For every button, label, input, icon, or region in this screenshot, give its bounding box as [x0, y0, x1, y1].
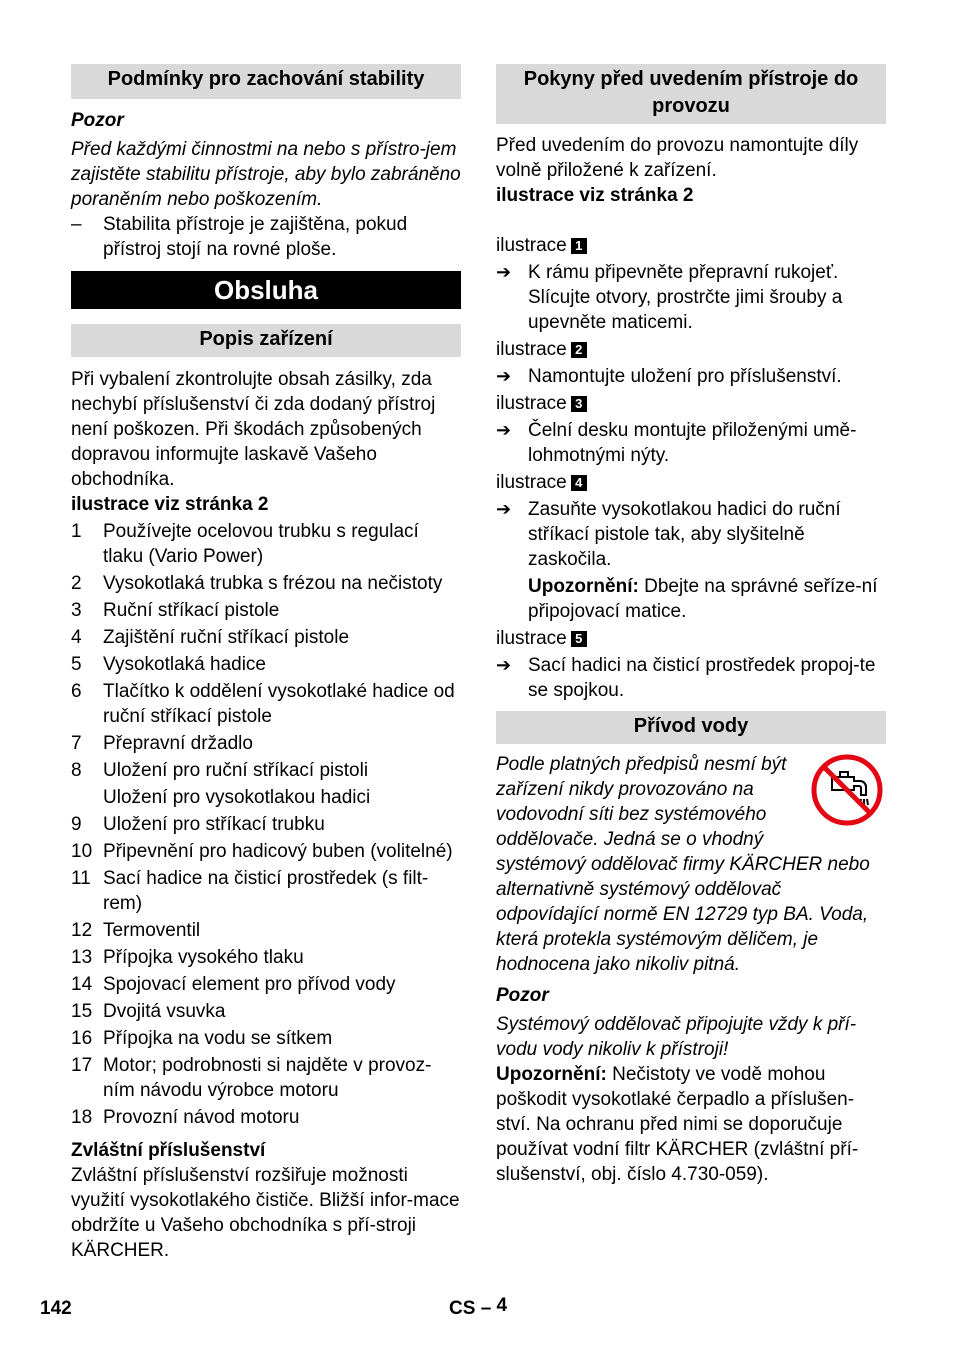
list-item-number: 16	[71, 1028, 93, 1049]
list-item	[71, 1026, 461, 1051]
list-item-number: 13	[71, 947, 93, 968]
list-item-number: 7	[71, 733, 82, 754]
arrow-icon: ➔	[496, 420, 512, 440]
popis-text: Při vybalení zkontrolujte obsah zásilky, zda nechybí příslušenství či zda dodaný přístroj není poškozen. Při škodách způsobených dopravou informujte laskavě Vašeho obchodníka.	[71, 369, 436, 490]
stability-item	[71, 212, 461, 262]
list-item	[71, 1105, 461, 1130]
figure-number-box: 1	[571, 238, 587, 254]
list-item-text: Tlačítko k oddělení vysokotlaké hadice od ruční stříkací pistole	[103, 681, 455, 727]
list-item-number: 10	[71, 841, 93, 862]
list-item	[71, 652, 461, 677]
ilustrace-label: ilustrace 2	[496, 337, 886, 362]
list-item-text: Uložení pro vysokotlakou hadici	[103, 787, 371, 808]
instruction-text: Zasuňte vysokotlakou hadici do ruční stříkací pistole tak, aby slyšitelně zaskočila.	[528, 499, 841, 570]
list-item-text: Provozní návod motoru	[103, 1107, 300, 1128]
list-item	[71, 625, 461, 650]
instruction-step	[496, 364, 886, 389]
list-item	[71, 598, 461, 623]
arrow-icon: ➔	[496, 655, 512, 675]
list-item	[71, 839, 461, 864]
left-column	[71, 64, 461, 1263]
list-item-number: 8	[71, 760, 82, 781]
note-text: Upozornění: Nečistoty ve vodě mohou poškodit vysokotlaké čerpadlo a příslušen-ství. Na ochranu před nimi se doporučuje používat vodní filtr KÄRCHER (zvláštní pří-slušenství, obj. číslo 4.730-059).	[496, 1064, 859, 1185]
right-column	[496, 64, 886, 1187]
list-item-number: 3	[71, 600, 82, 621]
list-item	[71, 812, 461, 837]
ilustrace-ref: ilustrace viz stránka 2	[71, 494, 269, 515]
list-item	[71, 679, 461, 729]
language-page: CS – 4	[449, 1295, 508, 1319]
list-item	[71, 731, 461, 756]
list-item	[71, 785, 461, 810]
list-item	[71, 1053, 461, 1103]
pozor-label: Pozor	[71, 110, 124, 131]
pozor2-label: Pozor	[496, 985, 549, 1006]
instruction-text: Sací hadici na čisticí prostředek propoj-te se spojkou.	[528, 655, 876, 701]
arrow-icon: ➔	[496, 499, 512, 519]
list-item-text: Vysokotlaká trubka s frézou na nečistoty	[103, 573, 443, 594]
list-item-text: Dvojitá vsuvka	[103, 1001, 226, 1022]
list-item-number	[71, 785, 103, 810]
list-item-number: 11	[71, 868, 91, 889]
ilustrace-label: ilustrace 1	[496, 233, 886, 258]
popis-heading: Popis zařízení	[71, 324, 461, 357]
ilustrace-label: ilustrace 3	[496, 391, 886, 416]
instruction-step	[496, 260, 886, 335]
privod-heading: Přívod vody	[496, 711, 886, 744]
ilustrace-ref-right: ilustrace viz stránka 2	[496, 185, 694, 206]
zvlastni-heading: Zvláštní příslušenství	[71, 1140, 266, 1161]
list-item-text: Zajištění ruční stříkací pistole	[103, 627, 350, 648]
list-item-text: Přípojka vysokého tlaku	[103, 947, 304, 968]
parts-list	[71, 519, 461, 1130]
list-item-text: Motor; podrobnosti si najděte v provoz-ním návodu výrobce motoru	[103, 1055, 432, 1101]
list-item-text: Sací hadice na čisticí prostředek (s filt-rem)	[103, 868, 429, 914]
list-item	[71, 519, 461, 569]
list-item-text: Přepravní držadlo	[103, 733, 253, 754]
pokyny-text: Před uvedením do provozu namontujte díly volně přiložené k zařízení.	[496, 135, 859, 181]
instruction-step	[496, 653, 886, 703]
step-note: Upozornění: Dbejte na správné seřízе-ní připojovací matice.	[528, 576, 878, 622]
list-item-text: Spojovací element pro přívod vody	[103, 974, 396, 995]
section-title-obsluha: Obsluha	[71, 271, 461, 309]
list-item	[71, 999, 461, 1024]
stability-heading: Podmínky pro zachování stability	[71, 64, 461, 99]
ilustrace-label: ilustrace 5	[496, 626, 886, 651]
no-drinking-water-icon	[810, 753, 884, 827]
figure-number-box: 3	[571, 396, 587, 412]
list-item-text: Přípojka na vodu se sítkem	[103, 1028, 333, 1049]
list-item-text: Používejte ocelovou trubku s regulací tlaku (Vario Power)	[103, 521, 419, 567]
list-item-text: Vysokotlaká hadice	[103, 654, 267, 675]
privod-text: Podle platných předpisů nesmí být zařízení nikdy provozováno na vodovodní síti bez systémového oddělovače. Jedná se o vhodný systémový oddělovač firmy KÄRCHER nebo alternativně systémový oddělovač odpovídající normě EN 12729 typ BA. Voda, která protekla systémovým děličem, je hodnocena jako nikoliv pitná.	[496, 754, 870, 975]
pokyny-heading: Pokyny před uvedením přístroje do provozu	[496, 64, 886, 124]
pozor2-text: Systémový oddělovač připojujte vždy k pří-vodu vody nikoliv k přístroji!	[496, 1014, 857, 1060]
pozor-text: Před každými činnostmi na nebo s přístro-jem zajistěte stabilitu přístroje, aby bylo zabráněno poraněním nebo poškozením.	[71, 139, 461, 210]
list-item-number: 4	[71, 627, 82, 648]
arrow-icon: ➔	[496, 262, 512, 282]
list-item-number: 17	[71, 1055, 93, 1076]
figure-number-box: 5	[571, 631, 587, 647]
list-item	[71, 758, 461, 783]
instruction-step	[496, 497, 886, 572]
instruction-step	[496, 418, 886, 468]
list-item-number: 14	[71, 974, 93, 995]
list-item-number: 18	[71, 1107, 93, 1128]
list-item-number: 9	[71, 814, 82, 835]
list-item-number: 15	[71, 1001, 93, 1022]
figure-number-box: 4	[571, 475, 587, 491]
steps-list	[496, 233, 886, 703]
arrow-icon: ➔	[496, 366, 512, 386]
list-item-text: Uložení pro stříkací trubku	[103, 814, 325, 835]
list-item	[71, 866, 461, 916]
list-item	[71, 571, 461, 596]
list-item-number: 1	[71, 521, 82, 542]
list-item	[71, 918, 461, 943]
instruction-text: K rámu připevněte přepravní rukojeť. Slícujte otvory, prostrčte jimi šrouby a upevněte maticemi.	[528, 262, 843, 333]
list-item-number: 6	[71, 681, 82, 702]
dash-bullet: –	[71, 214, 82, 235]
list-item-text: Termoventil	[103, 920, 201, 941]
list-item-text: Uložení pro ruční stříkací pistoli	[103, 760, 369, 781]
list-item-number: 5	[71, 654, 82, 675]
list-item-text: Ruční stříkací pistole	[103, 600, 280, 621]
list-item	[71, 972, 461, 997]
list-item	[71, 945, 461, 970]
list-item-number: 2	[71, 573, 82, 594]
instruction-text: Čelní desku montujte přiloženými umě-lohmotnými nýty.	[528, 420, 857, 466]
zvlastni-text: Zvláštní příslušenství rozšiřuje možnosti využití vysokotlakého čističe. Bližší infor-mace obdržíte u Vašeho obchodníka s pří-stroji KÄRCHER.	[71, 1165, 460, 1261]
ilustrace-label: ilustrace 4	[496, 470, 886, 495]
instruction-text: Namontujte uložení pro příslušenství.	[528, 366, 842, 387]
stability-item-text: Stabilita přístroje je zajištěna, pokud přístroj stojí na rovné ploše.	[103, 214, 408, 260]
list-item-number: 12	[71, 920, 93, 941]
figure-number-box: 2	[571, 342, 587, 358]
page-number: 142	[40, 1298, 72, 1319]
list-item-text: Připevnění pro hadicový buben (volitelné)	[103, 841, 453, 862]
